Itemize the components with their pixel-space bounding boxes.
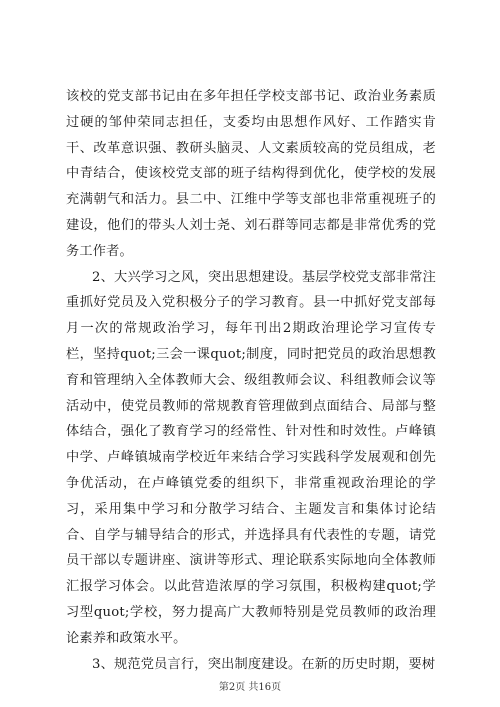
page-footer: 第2页 共16页 — [218, 682, 282, 693]
paragraph-3: 3、规范党员言行，突出制度建设。在新的历史时期，要树 — [92, 656, 436, 672]
paragraph-1: 该校的党支部书记由在多年担任学校支部书记、政治业务素质过硬的邹仲荣同志担任，支委均由思想作风好、工作踏实肯干、改革意识强、教研头脑灵、人文素质较高的党员组成，老中青结合，使该校党支部的班子结构得到优化，使学校的发展充满朝气和活力。县二中、江维中学等支部也非常重视班子的建设，他们的带头人刘士尧、刘石群等同志都是非常优秀的党务工作者。 — [66, 89, 436, 259]
document-body — [66, 84, 436, 677]
paragraph-2: 2、大兴学习之风，突出思想建设。基层学校党支部非常注重抓好党员及入党积极分子的学习教育。县一中抓好党支部每月一次的常规政治学习，每年刊出2期政治理论学习宣传专栏，坚持quot;三会一课quot;制度，同时把党员的政治思想教育和管理纳入全体教师大会、级组教师会议、科组教师会议等活动中，使党员教师的常规教育管理做到点面结合、局部与整体结合，强化了教育学习的经常性、针对性和时效性。卢峰镇中学、卢峰镇城南学校近年来结合学习实践科学发展观和创先争优活动，在卢峰镇党委的组织下，非常重视政治理论的学习，采用集中学习和分散学习结合、主题发言和集体讨论结合、自学与辅导结合的形式，并选择具有代表性的专题，请党员干部以专题讲座、演讲等形式、理论联系实际地向全体教师汇报学习体会。以此营造浓厚的学习氛围，积极构建quot;学习型quot;学校，努力提高广大教师特别是党员教师的政治理论素养和政策水平。 — [66, 269, 436, 646]
